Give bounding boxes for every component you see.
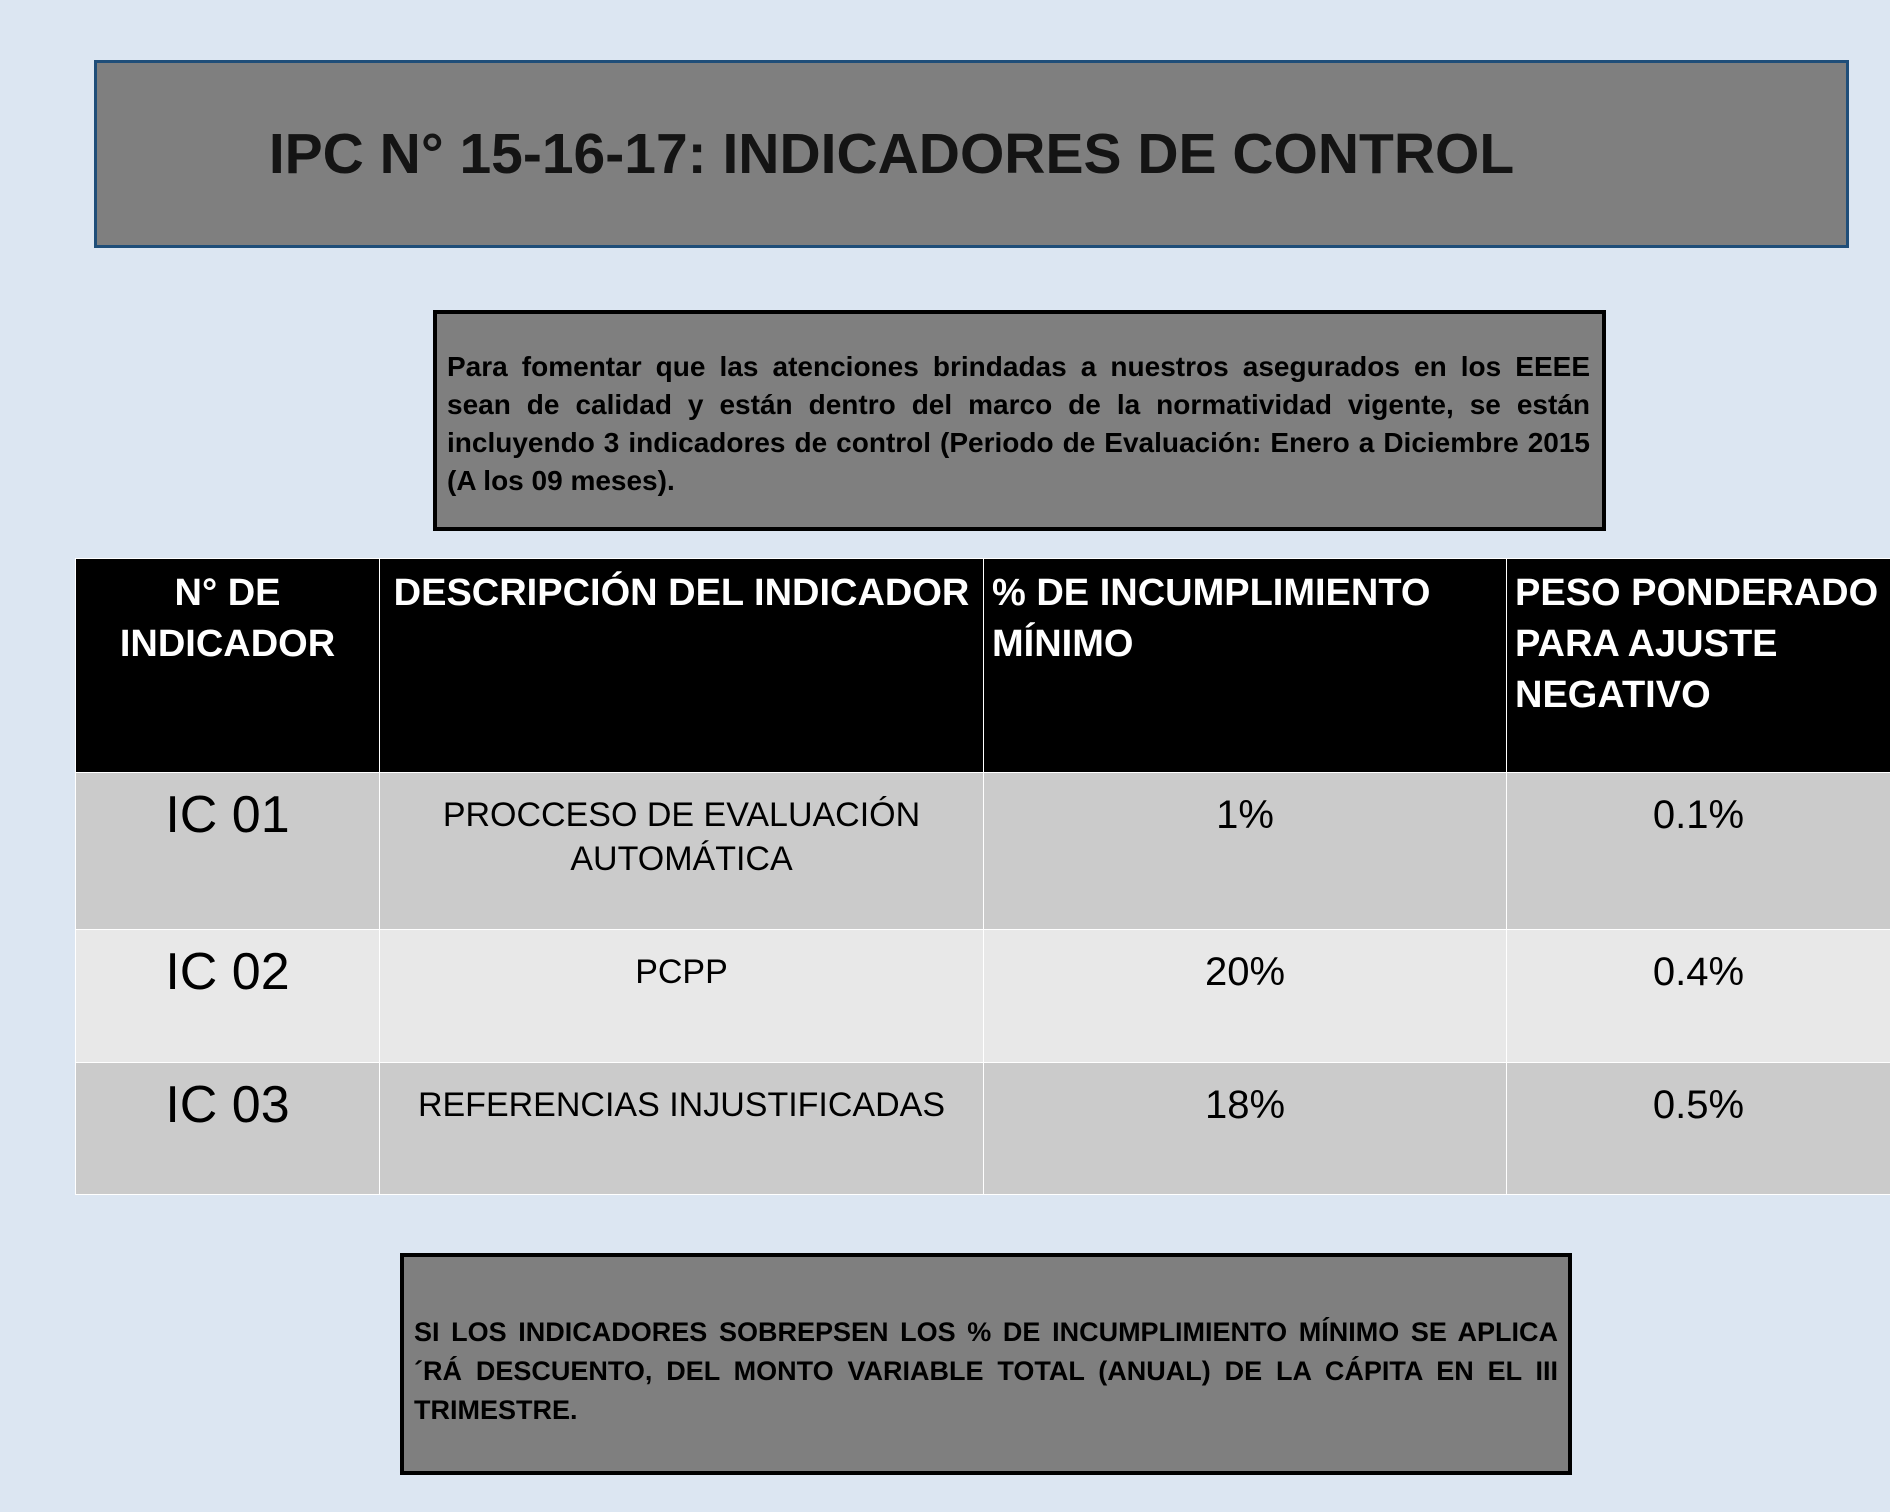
title-banner [94,60,1849,248]
table-row [76,930,1890,1063]
indicator-id: IC 03 [76,1063,380,1195]
min-noncompliance-value: 1% [984,773,1507,930]
table-row [76,1063,1890,1195]
min-noncompliance-value: 18% [984,1063,1507,1195]
footer-note: SI LOS INDICADORES SOBREPSEN LOS % DE INCUMPLIMIENTO MÍNIMO SE APLICA´RÁ DESCUENTO, DEL MONTO VARIABLE TOTAL (ANUAL) DE LA CÁPITA EN EL III TRIMESTRE. [400,1253,1572,1475]
header-min-noncompliance: % DE INCUMPLIMIENTO MÍNIMO [984,559,1507,773]
weight-value: 0.5% [1507,1063,1890,1195]
weight-value: 0.4% [1507,930,1890,1063]
header-weight: PESO PONDERADO PARA AJUSTE NEGATIVO [1507,559,1890,773]
weight-value: 0.1% [1507,773,1890,930]
table-header-row [76,559,1890,773]
indicator-id: IC 02 [76,930,380,1063]
table-row [76,773,1890,930]
indicator-description: PROCCESO DE EVALUACIÓN AUTOMÁTICA [380,773,984,930]
indicator-id: IC 01 [76,773,380,930]
indicators-table [75,558,1890,1195]
indicator-description: REFERENCIAS INJUSTIFICADAS [380,1063,984,1195]
min-noncompliance-value: 20% [984,930,1507,1063]
header-indicator-number: N° DE INDICADOR [76,559,380,773]
header-indicator-description: DESCRIPCIÓN DEL INDICADOR [380,559,984,773]
indicator-description: PCPP [380,930,984,1063]
intro-note: Para fomentar que las atenciones brindadas a nuestros asegurados en los EEEE sean de calidad y están dentro del marco de la normatividad vigente, se están incluyendo 3 indicadores de control (Periodo de Evaluación: Enero a Diciembre 2015 (A los 09 meses). [433,310,1606,531]
page-title: IPC N° 15-16-17: INDICADORES DE CONTROL [268,122,1515,186]
